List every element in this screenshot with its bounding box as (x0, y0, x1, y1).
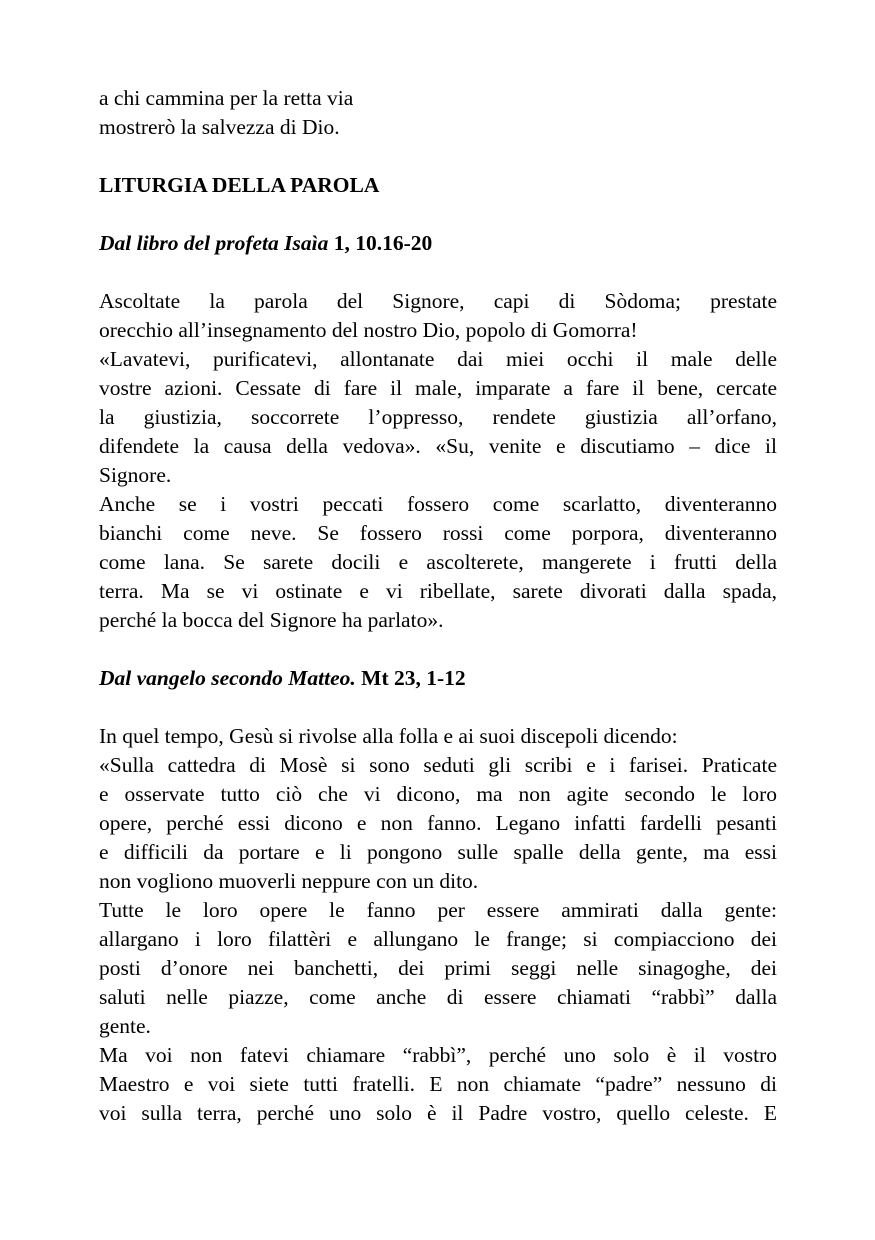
spacer (99, 635, 777, 664)
spacer (99, 142, 777, 171)
reading1-line: vostre azioni. Cessate di fare il male, imparate a fare il bene, cercate (99, 376, 777, 400)
intro-line-1: a chi cammina per la retta via (99, 86, 354, 110)
reading2-line: gente. (99, 1014, 151, 1038)
document-page (99, 84, 777, 1128)
section-title: LITURGIA DELLA PAROLA (99, 173, 380, 197)
reading2-line: opere, perché essi dicono e non fanno. Legano infatti fardelli pesanti (99, 811, 777, 835)
reading1-line: come lana. Se sarete docili e ascolterete, mangerete i frutti della (99, 550, 777, 574)
reading1-line: Signore. (99, 463, 172, 487)
reading2-line: Tutte le loro opere le fanno per essere ammirati dalla gente: (99, 898, 777, 922)
reading1-reference: 1, 10.16-20 (328, 231, 433, 255)
reading1-source (99, 229, 777, 258)
spacer (99, 258, 777, 287)
reading2-line: posti d’onore nei banchetti, dei primi seggi nelle sinagoghe, dei (99, 956, 777, 980)
reading1-line: orecchio all’insegnamento del nostro Dio, popolo di Gomorra! (99, 318, 638, 342)
reading1-line: bianchi come neve. Se fossero rossi come porpora, diventeranno (99, 521, 777, 545)
reading2-line: Ma voi non fatevi chiamare “rabbì”, perché uno solo è il vostro (99, 1043, 777, 1067)
reading1-line: perché la bocca del Signore ha parlato». (99, 608, 444, 632)
reading2-line: «Sulla cattedra di Mosè si sono seduti gli scribi e i farisei. Praticate (99, 753, 777, 777)
spacer (99, 693, 777, 722)
reading2-line: In quel tempo, Gesù si rivolse alla folla e ai suoi discepoli dicendo: (99, 724, 678, 748)
reading2-line: e osservate tutto ciò che vi dicono, ma non agite secondo le loro (99, 782, 777, 806)
reading2-line: Maestro e voi siete tutti fratelli. E non chiamate “padre” nessuno di (99, 1072, 777, 1096)
reading2-line: voi sulla terra, perché uno solo è il Padre vostro, quello celeste. E (99, 1101, 777, 1125)
reading1-book: Dal libro del profeta Isaìa (99, 231, 329, 255)
reading2-book: Dal vangelo secondo Matteo. (99, 666, 356, 690)
reading2-line: non vogliono muoverli neppure con un dito. (99, 869, 479, 893)
reading1-line: terra. Ma se vi ostinate e vi ribellate, sarete divorati dalla spada, (99, 579, 777, 603)
reading2-source (99, 664, 777, 693)
spacer (99, 200, 777, 229)
reading2-line: e difficili da portare e li pongono sulle spalle della gente, ma essi (99, 840, 777, 864)
reading2-text (99, 722, 777, 1128)
reading1-text (99, 287, 777, 635)
reading2-line: saluti nelle piazze, come anche di essere chiamati “rabbì” dalla (99, 985, 777, 1009)
reading2-line: allargano i loro filattèri e allungano le frange; si compiacciono dei (99, 927, 777, 951)
reading1-line: Ascoltate la parola del Signore, capi di Sòdoma; prestate (99, 289, 777, 313)
reading1-line: difendete la causa della vedova». «Su, venite e discutiamo – dice il (99, 434, 777, 458)
reading1-line: Anche se i vostri peccati fossero come scarlatto, diventeranno (99, 492, 777, 516)
reading1-line: la giustizia, soccorrete l’oppresso, rendete giustizia all’orfano, (99, 405, 777, 429)
reading2-reference: Mt 23, 1-12 (355, 666, 466, 690)
intro-line-2: mostrerò la salvezza di Dio. (99, 115, 340, 139)
reading1-line: «Lavatevi, purificatevi, allontanate dai miei occhi il male delle (99, 347, 777, 371)
